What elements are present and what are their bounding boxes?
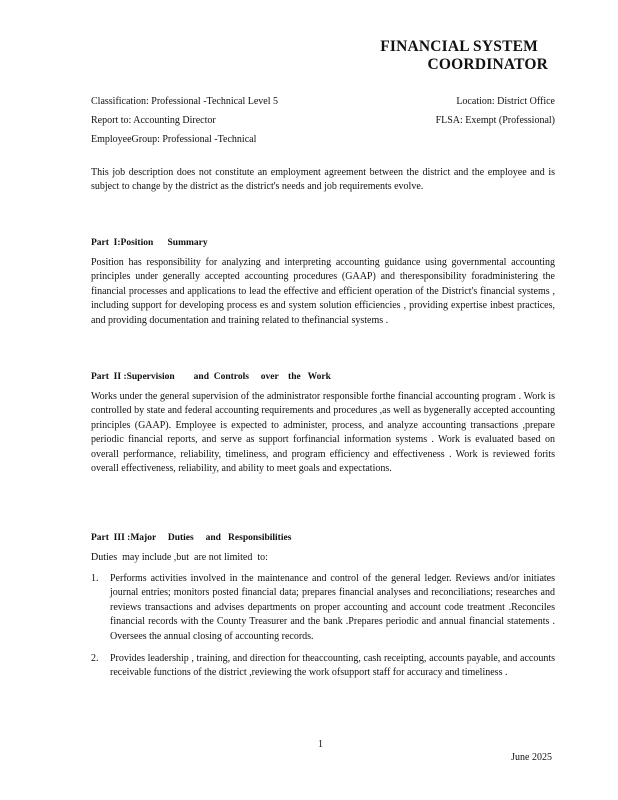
intro-paragraph: This job description does not constitute an employment agreement between the district and the employee and is subject to change by the district as the district's needs and job requirements evolve. [91,167,555,193]
list-item-number: 2. [91,653,99,665]
meta-row-2 [91,115,555,127]
duties-list [91,572,555,689]
list-item-number: 1. [91,573,99,584]
list-item [91,572,555,644]
meta-row-3 [91,134,555,146]
employee-group-text: EmployeeGroup: Professional -Technical [91,134,257,145]
part3-lead: Duties may include ,but are not limited to: [91,552,268,563]
classification-text: Classification: Professional -Technical Level 5 [91,96,279,107]
part2-heading: Part II :Supervision and Controls over the Work [91,372,331,382]
report-to-text: Report to: Accounting Director [91,115,216,126]
footer-date: June 2025 [511,752,552,763]
part1-paragraph: Position has responsibility for analyzing and interpreting accounting guidance using governmental accounting principles under generally accepted accounting procedures (GAAP) and theresponsibility foradministering the financial processes and applications to lead the effective and efficient operation of the District's financial systems , including support for developing process es and system solution efficiencies , providing expertise inbest practices, and providing documentation and training related to thefinancial systems . [91,257,555,326]
job-title [288,38,548,74]
job-title-line-2: COORDINATOR [427,56,548,73]
page-number: 1 [318,739,323,750]
meta-row-1 [91,96,555,108]
part2-paragraph: Works under the general supervision of the administrator responsible forthe financial accounting program . Work is controlled by state and federal accounting requirements and procedures ,as well as bygenerally accepted accounting principles (GAAP). Employee is expected to administer, process, and analyze accounting transactions ,prepare periodic financial reports, and serve as support forfinancial information systems . Work is evaluated based on overall performance, reliability, timeliness, and program efficiency and effectiveness . Work is reviewed forits overall effectiveness, reliability, and ability to meet goals and expectations. [91,391,555,475]
part1-heading: Part I:Position Summary [91,238,208,248]
list-item-text: Provides leadership , training, and direction for theaccounting, cash receipting, accounts payable, and accounts receivable functions of the district ,reviewing the work ofsupport staff for accuracy and timeliness . [110,653,555,679]
job-title-line-1: FINANCIAL SYSTEM [380,38,538,55]
location-text: Location: District Office [456,96,555,107]
flsa-text: FLSA: Exempt (Professional) [435,115,555,126]
list-item [91,652,555,681]
list-item-text: Performs activities involved in the maintenance and control of the general ledger. Reviews and/or initiates journal entries; monitors posted financial data; prepares financial analyses and reconciliations; researches and reviews transactions and advises departments on proper accounting and account code treatment .Reconciles financial records with the County Treasurer and the bank .Prepares periodic and annual financial statements . Oversees the annual closing of accounting records. [110,573,555,642]
part3-heading: Part III :Major Duties and Responsibilities [91,533,292,543]
